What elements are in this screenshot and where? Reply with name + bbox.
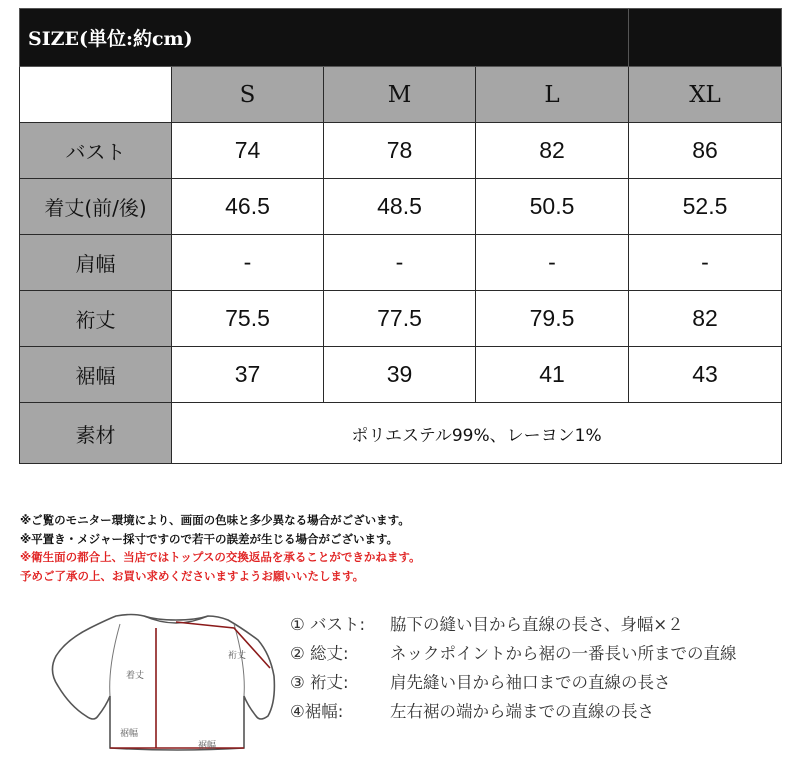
row-label-hem: 裾幅 <box>20 347 172 403</box>
table-cell: - <box>629 235 782 291</box>
row-label-length: 着丈(前/後) <box>20 179 172 235</box>
legend-item-number: ② 総丈: <box>290 644 349 663</box>
table-row <box>20 123 782 179</box>
table-row <box>20 179 782 235</box>
table-cell: 79.5 <box>476 291 629 347</box>
measurement-legend <box>290 610 790 726</box>
corner-cell <box>20 67 172 123</box>
size-header-s: S <box>172 67 324 123</box>
table-cell: 82 <box>629 291 782 347</box>
sleeve-label: 裄丈 <box>228 651 247 661</box>
table-cell: 74 <box>172 123 324 179</box>
table-cell: 77.5 <box>324 291 476 347</box>
legend-item-description: 肩先縫い目から袖口までの直線の長さ <box>390 673 671 692</box>
legend-item <box>290 697 790 726</box>
row-label-sleeve: 裄丈 <box>20 291 172 347</box>
table-cell: 78 <box>324 123 476 179</box>
row-label-bust: バスト <box>20 123 172 179</box>
table-row <box>20 347 782 403</box>
notes <box>20 511 790 585</box>
material-row <box>20 403 782 464</box>
legend-item-number: ③ 裄丈: <box>290 673 349 692</box>
table-cell: 46.5 <box>172 179 324 235</box>
legend-item-description: 脇下の縫い目から直線の長さ、身幅×２ <box>390 615 684 634</box>
table-cell: 52.5 <box>629 179 782 235</box>
length-label: 着丈 <box>126 671 145 681</box>
legend-item-description: 左右裾の端から端までの直線の長さ <box>390 702 654 721</box>
material-value: ポリエステル99%、レーヨン1% <box>172 403 782 464</box>
hem-label-right: 裾幅 <box>198 741 217 751</box>
table-cell: 86 <box>629 123 782 179</box>
legend-item <box>290 639 790 668</box>
legend-item-number: ① バスト: <box>290 615 366 634</box>
row-label-material: 素材 <box>20 403 172 464</box>
table-cell: - <box>476 235 629 291</box>
size-header-l: L <box>476 67 629 123</box>
size-header-row <box>20 67 782 123</box>
table-cell: 39 <box>324 347 476 403</box>
table-cell: 48.5 <box>324 179 476 235</box>
legend-item-description: ネックポイントから裾の一番長い所までの直線 <box>390 644 737 663</box>
size-header-xl: XL <box>629 67 782 123</box>
size-table <box>19 8 782 464</box>
table-cell: 41 <box>476 347 629 403</box>
note-line: ※平置き・メジャー採寸ですので若干の誤差が生じる場合がございます。 <box>20 531 399 546</box>
table-row <box>20 235 782 291</box>
garment-diagram <box>48 606 278 766</box>
note-line: ※ご覧のモニター環境により、画面の色味と多少異なる場合がございます。 <box>20 513 410 527</box>
table-cell: 75.5 <box>172 291 324 347</box>
table-cell: 43 <box>629 347 782 403</box>
legend-item <box>290 668 790 697</box>
size-header-m: M <box>324 67 476 123</box>
note-line: 予めご了承の上、お買い求めくださいますようお願いいたします。 <box>20 568 365 583</box>
table-row <box>20 291 782 347</box>
hem-label-left: 裾幅 <box>120 729 139 739</box>
legend-item-number: ④裾幅: <box>290 702 344 721</box>
garment-svg <box>48 606 278 766</box>
note-line: ※衛生面の都合上、当店ではトップスの交換返品を承ることができかねます。 <box>20 550 421 564</box>
table-title-row <box>20 9 782 67</box>
table-cell: 50.5 <box>476 179 629 235</box>
table-cell: 82 <box>476 123 629 179</box>
row-label-shoulder: 肩幅 <box>20 235 172 291</box>
table-title-blank-cell <box>629 9 782 67</box>
legend-item <box>290 610 790 639</box>
table-cell: - <box>172 235 324 291</box>
table-cell: 37 <box>172 347 324 403</box>
table-title: SIZE(単位:約cm) <box>20 9 629 67</box>
table-cell: - <box>324 235 476 291</box>
